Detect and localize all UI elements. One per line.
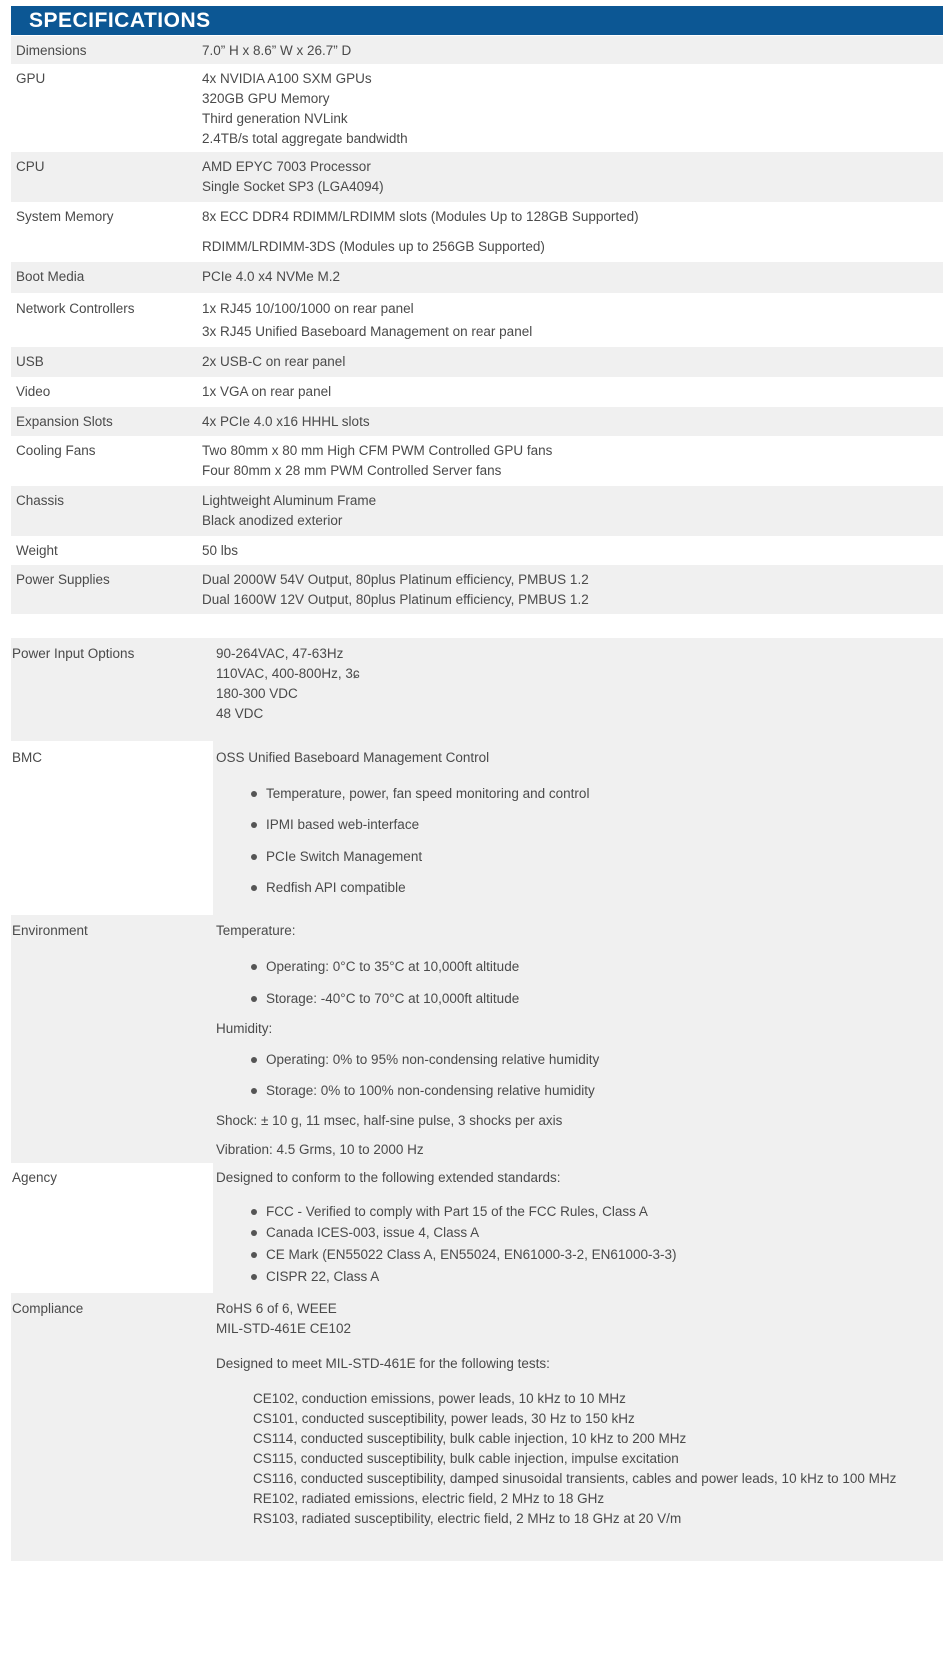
list-item: Storage: 0% to 100% non-condensing relative humidity bbox=[266, 1080, 595, 1101]
spec-value: 3x RJ45 Unified Baseboard Management on rear panel bbox=[202, 324, 533, 339]
list-item: Operating: 0% to 95% non-condensing relative humidity bbox=[266, 1049, 599, 1070]
spec-value: 8x ECC DDR4 RDIMM/LRDIMM slots (Modules Up to 128GB Supported) bbox=[202, 209, 639, 224]
spec-value: 180-300 VDC bbox=[216, 686, 298, 701]
spec-row-network-controllers bbox=[11, 293, 943, 347]
list-item: RE102, radiated emissions, electric field, 2 MHz to 18 GHz bbox=[253, 1491, 605, 1506]
spec-value: Third generation NVLink bbox=[202, 111, 348, 126]
spec-row-video bbox=[11, 377, 943, 407]
spec-label: Dimensions bbox=[16, 43, 87, 58]
list-item: Operating: 0°C to 35°C at 10,000ft altitude bbox=[266, 956, 519, 977]
spec-value: 2.4TB/s total aggregate bandwidth bbox=[202, 131, 408, 146]
spec-value: 4x PCIe 4.0 x16 HHHL slots bbox=[202, 414, 370, 429]
spec-label: BMC bbox=[12, 750, 42, 765]
spec-row-dimensions bbox=[11, 36, 943, 64]
spec-value: Designed to meet MIL-STD-461E for the following tests: bbox=[216, 1356, 550, 1371]
spec-value: Four 80mm x 28 mm PWM Controlled Server fans bbox=[202, 463, 502, 478]
spec-label: Agency bbox=[12, 1170, 58, 1185]
spec-label: Compliance bbox=[12, 1301, 84, 1316]
spec-value: 1x VGA on rear panel bbox=[202, 384, 332, 399]
list-item: CS114, conducted susceptibility, bulk cable injection, 10 kHz to 200 MHz bbox=[253, 1431, 687, 1446]
spec-value: RDIMM/LRDIMM-3DS (Modules up to 256GB Supported) bbox=[202, 239, 545, 254]
spec-row-power-supplies bbox=[11, 565, 943, 614]
spec-value: 48 VDC bbox=[216, 706, 264, 721]
spec-label: GPU bbox=[16, 71, 46, 86]
list-item: PCIe Switch Management bbox=[266, 846, 422, 867]
spec-label: Boot Media bbox=[16, 269, 85, 284]
spec-value: 90-264VAC, 47-63Hz bbox=[216, 646, 344, 661]
spec-label: Power Input Options bbox=[12, 646, 135, 661]
spec-label: Chassis bbox=[16, 493, 65, 508]
list-item: IPMI based web-interface bbox=[266, 814, 419, 835]
list-item: Redfish API compatible bbox=[266, 877, 406, 898]
spec-value: RoHS 6 of 6, WEEE bbox=[216, 1301, 337, 1316]
spec-label: Cooling Fans bbox=[16, 443, 96, 458]
spec-value: Humidity: bbox=[216, 1021, 273, 1036]
spec-label: Expansion Slots bbox=[16, 414, 113, 429]
spec-value: OSS Unified Baseboard Management Control bbox=[216, 750, 490, 765]
spec-value: 320GB GPU Memory bbox=[202, 91, 330, 106]
spec-row-environment bbox=[11, 915, 943, 1163]
spec-value: Lightweight Aluminum Frame bbox=[202, 493, 377, 508]
spec-value: Vibration: 4.5 Grms, 10 to 2000 Hz bbox=[216, 1142, 424, 1157]
spec-row-compliance bbox=[11, 1293, 943, 1561]
spec-row-chassis bbox=[11, 486, 943, 536]
list-item: CS116, conducted susceptibility, damped sinusoidal transients, cables and power leads, 10 kHz to 100 MHz bbox=[253, 1471, 897, 1486]
spec-value: 7.0” H x 8.6” W x 26.7” D bbox=[202, 43, 352, 58]
list-item: CS115, conducted susceptibility, bulk cable injection, impulse excitation bbox=[253, 1451, 679, 1466]
list-item: CE Mark (EN55022 Class A, EN55024, EN61000-3-2, EN61000-3-3) bbox=[266, 1244, 676, 1265]
spec-value: 110VAC, 400-800Hz, 3ɕ bbox=[216, 666, 360, 681]
spec-value: Dual 1600W 12V Output, 80plus Platinum efficiency, PMBUS 1.2 bbox=[202, 592, 589, 607]
spec-row-power-input bbox=[11, 638, 943, 741]
spec-value: Single Socket SP3 (LGA4094) bbox=[202, 179, 384, 194]
spec-value: Dual 2000W 54V Output, 80plus Platinum efficiency, PMBUS 1.2 bbox=[202, 572, 589, 587]
spec-value: PCIe 4.0 x4 NVMe M.2 bbox=[202, 269, 341, 284]
list-item: Canada ICES-003, issue 4, Class A bbox=[266, 1222, 479, 1243]
list-item: Storage: -40°C to 70°C at 10,000ft altitude bbox=[266, 988, 519, 1009]
list-item: FCC - Verified to comply with Part 15 of the FCC Rules, Class A bbox=[266, 1201, 648, 1222]
spec-row-usb bbox=[11, 347, 943, 377]
spec-value: AMD EPYC 7003 Processor bbox=[202, 159, 371, 174]
list-item: CISPR 22, Class A bbox=[266, 1266, 379, 1287]
spec-value: Designed to conform to the following extended standards: bbox=[216, 1170, 561, 1185]
spec-label: Network Controllers bbox=[16, 301, 135, 316]
spec-value: 2x USB-C on rear panel bbox=[202, 354, 346, 369]
spec-value: Temperature: bbox=[216, 923, 296, 938]
spec-value: Two 80mm x 80 mm High CFM PWM Controlled GPU fans bbox=[202, 443, 553, 458]
list-item: CE102, conduction emissions, power leads, 10 kHz to 10 MHz bbox=[253, 1391, 626, 1406]
spec-value: Shock: ± 10 g, 11 msec, half-sine pulse, 3 shocks per axis bbox=[216, 1113, 563, 1128]
spec-label: System Memory bbox=[16, 209, 114, 224]
spec-value: 50 lbs bbox=[202, 543, 239, 558]
spec-label: Video bbox=[16, 384, 51, 399]
spec-row-weight bbox=[11, 536, 943, 565]
spec-row-system-memory bbox=[11, 202, 943, 262]
spec-row-agency bbox=[11, 1163, 943, 1293]
spec-row-boot-media bbox=[11, 262, 943, 293]
spec-row-cpu bbox=[11, 152, 943, 202]
list-item: Temperature, power, fan speed monitoring and control bbox=[266, 783, 589, 804]
list-item: CS101, conducted susceptibility, power leads, 30 Hz to 150 kHz bbox=[253, 1411, 635, 1426]
spec-row-gpu bbox=[11, 64, 943, 152]
spec-label: Weight bbox=[16, 543, 58, 558]
spec-label: Power Supplies bbox=[16, 572, 110, 587]
spec-row-cooling-fans bbox=[11, 436, 943, 486]
spec-value: MIL-STD-461E CE102 bbox=[216, 1321, 352, 1336]
spec-row-expansion-slots bbox=[11, 407, 943, 436]
spec-value: 1x RJ45 10/100/1000 on rear panel bbox=[202, 301, 414, 316]
spec-value: 4x NVIDIA A100 SXM GPUs bbox=[202, 71, 372, 86]
list-item: RS103, radiated susceptibility, electric field, 2 MHz to 18 GHz at 20 V/m bbox=[253, 1511, 682, 1526]
spec-value: Black anodized exterior bbox=[202, 513, 343, 528]
spec-label: Environment bbox=[12, 923, 88, 938]
page-title: SPECIFICATIONS bbox=[11, 6, 943, 35]
spec-label: CPU bbox=[16, 159, 45, 174]
spec-row-bmc bbox=[11, 741, 943, 915]
spec-label: USB bbox=[16, 354, 44, 369]
